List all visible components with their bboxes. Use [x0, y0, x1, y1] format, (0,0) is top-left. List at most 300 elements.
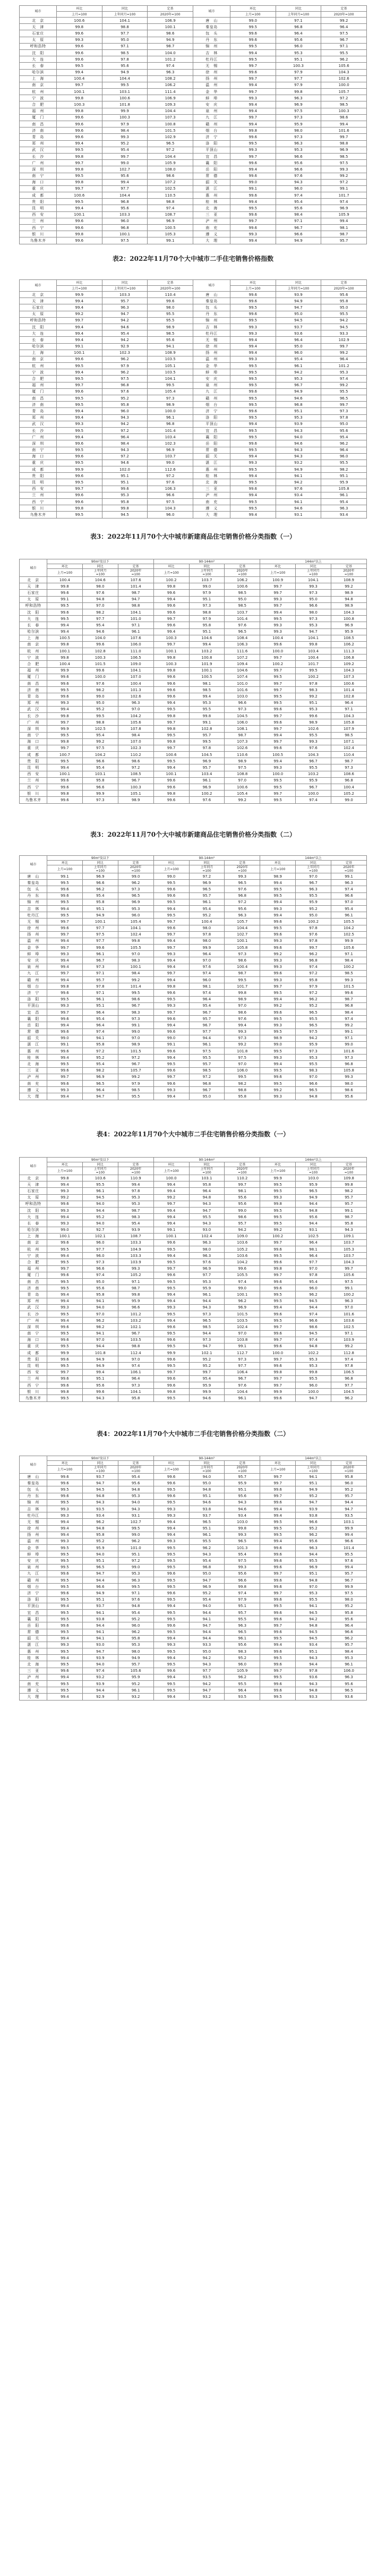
value-cell: 99.5	[47, 758, 83, 764]
value-cell: 96.1	[321, 492, 367, 498]
value-cell: 99.6	[260, 1558, 296, 1564]
value-cell: 95.3	[118, 1201, 153, 1207]
value-cell: 100.2	[153, 577, 189, 583]
value-cell: 94.5	[296, 1629, 331, 1635]
value-cell: 96.0	[148, 512, 193, 518]
table-row	[20, 1265, 367, 1272]
value-cell: 99.6	[148, 298, 193, 304]
col-yoy: 同比	[296, 564, 331, 569]
city-cell: 大 理	[20, 1093, 47, 1100]
value-cell: 99.6	[260, 1363, 296, 1369]
city-cell: 郑 州	[20, 1298, 47, 1304]
value-cell: 96.3	[296, 1545, 331, 1551]
city-cell: 杭 州	[20, 648, 47, 654]
city-cell: 武 汉	[20, 147, 57, 153]
value-cell: 96.7	[296, 758, 331, 764]
value-cell: 99.6	[260, 1486, 296, 1493]
value-cell: 99.6	[47, 1239, 83, 1246]
value-cell: 103.7	[331, 1253, 367, 1259]
col-group-144: 144m²以上	[260, 1456, 367, 1461]
value-cell: 96.5	[82, 1081, 118, 1087]
value-cell: 96.7	[189, 1087, 225, 1093]
value-cell: 99.6	[57, 388, 102, 395]
table-row	[20, 205, 367, 211]
value-cell: 94.0	[82, 1201, 118, 1207]
value-cell: 99.5	[260, 1207, 296, 1213]
col-group-90-144: 90-144m²	[153, 856, 260, 861]
value-cell: 94.0	[82, 1661, 118, 1668]
city-cell: 牡丹江	[20, 912, 47, 919]
value-cell: 98.0	[331, 1596, 367, 1603]
value-cell: 95.5	[82, 1181, 118, 1188]
table-row	[20, 440, 367, 447]
value-cell: 94.6	[276, 395, 321, 402]
table-row	[20, 49, 367, 56]
value-cell: 102.4	[331, 745, 367, 751]
value-cell: 99.8	[57, 153, 102, 159]
value-cell: 96.5	[148, 140, 193, 147]
value-cell: 99.6	[153, 1622, 189, 1629]
value-cell: 96.8	[276, 402, 321, 408]
city-cell: 金 华	[193, 89, 230, 95]
value-cell: 97.2	[118, 1055, 153, 1061]
value-cell: 99.4	[331, 1532, 367, 1538]
city-cell: 福 州	[20, 667, 47, 674]
value-cell: 95.2	[82, 1055, 118, 1061]
value-cell: 99.4	[321, 121, 367, 127]
city-cell: 蚌 埠	[193, 369, 230, 376]
value-cell: 99.4	[47, 938, 83, 944]
value-cell: 99.5	[153, 1061, 189, 1067]
value-cell: 93.2	[276, 460, 321, 466]
value-cell: 94.8	[331, 596, 367, 602]
value-cell: 96.6	[82, 758, 118, 764]
value-cell: 95.4	[118, 1220, 153, 1227]
value-cell: 99.6	[47, 1474, 83, 1480]
value-cell: 99.4	[230, 492, 276, 498]
value-cell: 98.9	[118, 797, 153, 803]
value-cell: 99.4	[260, 609, 296, 615]
value-cell: 98.4	[276, 211, 321, 218]
table-row	[20, 1279, 367, 1285]
value-cell: 96.9	[82, 873, 118, 880]
value-cell: 99.8	[225, 1525, 260, 1532]
value-cell: 99.2	[331, 1343, 367, 1349]
value-cell: 97.0	[296, 873, 331, 880]
value-cell: 99.7	[102, 153, 148, 159]
value-cell: 94.4	[296, 1220, 331, 1227]
col-lastyr-line1: 上年同月	[93, 569, 107, 573]
value-cell: 99.5	[153, 706, 189, 712]
value-cell: 99.6	[57, 473, 102, 479]
value-cell: 100.3	[82, 654, 118, 661]
value-cell: 99.6	[47, 1201, 83, 1207]
value-cell: 98.8	[118, 1343, 153, 1349]
col-lastyr-line2: =100	[96, 869, 105, 873]
value-cell: 96.2	[296, 951, 331, 957]
value-cell: 95.3	[321, 369, 367, 376]
value-cell: 95.5	[321, 460, 367, 466]
table-row	[20, 681, 367, 687]
value-cell: 101.2	[148, 56, 193, 63]
value-cell: 97.3	[331, 764, 367, 771]
value-cell: 99.5	[260, 886, 296, 892]
value-cell: 99.1	[331, 1028, 367, 1035]
value-cell: 100.1	[47, 771, 83, 777]
value-cell: 100.9	[260, 577, 296, 583]
value-cell: 94.9	[276, 388, 321, 395]
value-cell: 96.1	[225, 1395, 260, 1401]
value-cell: 99.8	[47, 712, 83, 719]
value-cell: 98.7	[331, 758, 367, 764]
city-cell: 大 连	[20, 56, 57, 63]
city-cell: 锦 州	[20, 1499, 47, 1506]
value-cell: 98.7	[331, 1214, 367, 1220]
value-cell: 98.0	[148, 304, 193, 311]
city-cell: 青 岛	[20, 693, 47, 700]
value-cell: 100.1	[82, 919, 118, 925]
table-row	[20, 1389, 367, 1395]
value-cell: 99.4	[260, 912, 296, 919]
value-cell: 99.4	[47, 1603, 83, 1609]
city-cell: 成 都	[20, 1350, 47, 1356]
value-cell: 97.4	[189, 990, 225, 996]
value-cell: 93.5	[331, 1512, 367, 1519]
value-cell: 97.4	[82, 1668, 118, 1674]
col-b2020-line2: =100	[238, 573, 247, 576]
value-cell: 99.0	[118, 1532, 153, 1538]
value-cell: 99.7	[321, 134, 367, 140]
value-cell: 98.1	[189, 681, 225, 687]
value-cell: 99.1	[331, 1285, 367, 1291]
col-lastyr	[296, 569, 331, 577]
col-b2020-line2: =100	[344, 573, 354, 576]
value-cell: 98.6	[148, 173, 193, 179]
value-cell: 104.4	[102, 75, 148, 82]
city-cell: 南 昌	[20, 395, 57, 402]
value-cell: 99.5	[47, 1596, 83, 1603]
table-row	[20, 324, 367, 330]
value-cell: 99.2	[57, 311, 102, 317]
table-row	[20, 726, 367, 732]
value-cell: 96.9	[148, 218, 193, 224]
value-cell: 99.0	[118, 1564, 153, 1570]
value-cell: 105.2	[118, 1272, 153, 1278]
city-cell: 吉 林	[20, 905, 47, 912]
table-row	[20, 919, 367, 925]
value-cell: 99.5	[260, 990, 296, 996]
value-cell: 100.3	[57, 101, 102, 108]
value-cell: 99.7	[260, 1622, 296, 1629]
table-row	[20, 343, 367, 350]
value-cell: 94.4	[331, 1499, 367, 1506]
table-row	[20, 1067, 367, 1074]
value-cell: 98.8	[102, 24, 148, 30]
col-lastyr	[189, 1466, 225, 1474]
city-cell: 青 岛	[20, 134, 57, 140]
city-cell: 牡丹江	[193, 330, 230, 337]
value-cell: 95.1	[82, 905, 118, 912]
value-cell: 104.5	[331, 1389, 367, 1395]
value-cell: 99.4	[153, 957, 189, 964]
value-cell: 104.0	[148, 49, 193, 56]
value-cell: 112.8	[331, 1350, 367, 1356]
value-cell: 104.2	[82, 752, 118, 758]
value-cell: 111.0	[118, 648, 153, 654]
value-cell: 99.8	[57, 24, 102, 30]
value-cell: 97.7	[276, 75, 321, 82]
value-cell: 96.8	[189, 1081, 225, 1087]
table-row	[20, 951, 367, 957]
value-cell: 97.8	[331, 1363, 367, 1369]
value-cell: 99.4	[321, 218, 367, 224]
col-b2020-line2: =100	[344, 869, 354, 873]
value-cell: 97.7	[82, 616, 118, 622]
value-cell: 95.4	[102, 147, 148, 153]
value-cell: 112.4	[118, 1350, 153, 1356]
value-cell: 97.7	[82, 938, 118, 944]
value-cell: 94.4	[189, 1035, 225, 1041]
city-cell: 长 春	[20, 63, 57, 69]
value-cell: 99.1	[189, 719, 225, 726]
value-cell: 99.3	[260, 622, 296, 628]
table-row	[20, 764, 367, 771]
value-cell: 95.4	[82, 1016, 118, 1022]
value-cell: 102.4	[118, 931, 153, 938]
value-cell: 99.0	[153, 873, 189, 880]
value-cell: 104.3	[331, 609, 367, 615]
city-cell: 温 州	[193, 82, 230, 88]
city-cell: 哈尔滨	[20, 69, 57, 75]
value-cell: 97.0	[296, 1265, 331, 1272]
col-lastyr-line2: =100	[308, 869, 318, 873]
value-cell: 97.4	[296, 964, 331, 970]
col-mom: 环比	[57, 280, 102, 286]
city-cell: 大 连	[20, 1214, 47, 1220]
city-cell: 上 海	[20, 635, 47, 641]
city-cell: 包 头	[20, 886, 47, 892]
value-cell: 97.2	[225, 899, 260, 905]
value-cell: 99.5	[153, 1629, 189, 1635]
city-cell: 济 宁	[193, 134, 230, 140]
value-cell: 94.2	[321, 317, 367, 324]
value-cell: 97.8	[189, 931, 225, 938]
value-cell: 99.6	[57, 49, 102, 56]
value-cell: 95.5	[321, 311, 367, 317]
value-cell: 100.3	[118, 784, 153, 790]
table-row	[20, 1622, 367, 1629]
table-row	[20, 1629, 367, 1635]
city-cell: 北 京	[20, 577, 47, 583]
value-cell: 99.5	[153, 1486, 189, 1493]
value-cell: 99.2	[225, 1041, 260, 1048]
value-cell: 96.4	[189, 1188, 225, 1194]
city-cell: 兰 州	[20, 492, 57, 498]
value-cell: 99.6	[153, 1324, 189, 1330]
city-cell: 西 安	[20, 771, 47, 777]
city-cell: 长 沙	[20, 427, 57, 433]
value-cell: 99.3	[230, 147, 276, 153]
col-b2020	[331, 865, 367, 873]
table-row	[20, 1304, 367, 1311]
value-cell: 99.5	[230, 479, 276, 486]
city-cell: 金 华	[20, 945, 47, 951]
value-cell: 99.6	[260, 1279, 296, 1285]
value-cell: 95.2	[331, 1603, 367, 1609]
table-row	[20, 1239, 367, 1246]
value-cell: 97.8	[102, 56, 148, 63]
value-cell: 99.6	[47, 1081, 83, 1087]
value-cell: 99.4	[230, 82, 276, 88]
city-cell: 锦 州	[193, 43, 230, 49]
value-cell: 94.3	[82, 1499, 118, 1506]
col-lastyr-line1: 上年同月	[93, 865, 107, 869]
value-cell: 99.5	[260, 925, 296, 931]
value-cell: 95.1	[321, 473, 367, 479]
value-cell: 99.4	[153, 1093, 189, 1100]
table-row	[20, 395, 367, 402]
value-cell: 103.7	[225, 609, 260, 615]
value-cell: 99.6	[47, 1048, 83, 1055]
value-cell: 92.9	[82, 1694, 118, 1700]
value-cell: 99.5	[47, 1648, 83, 1655]
value-cell: 95.5	[296, 1558, 331, 1564]
value-cell: 94.1	[276, 499, 321, 505]
value-cell: 99.4	[153, 1188, 189, 1194]
table-row	[20, 153, 367, 159]
value-cell: 107.9	[331, 726, 367, 732]
value-cell: 95.6	[276, 37, 321, 43]
city-cell: 上 海	[20, 350, 57, 356]
city-cell: 襄 阳	[193, 160, 230, 166]
value-cell: 103.4	[296, 648, 331, 654]
value-cell: 94.2	[189, 1655, 225, 1661]
table-row	[20, 752, 367, 758]
city-cell: 银 川	[20, 505, 57, 512]
value-cell: 96.6	[82, 784, 118, 790]
value-cell: 99.5	[153, 899, 189, 905]
value-cell: 95.6	[321, 292, 367, 298]
table-row	[20, 350, 367, 356]
value-cell: 99.6	[47, 1337, 83, 1343]
value-cell: 99.6	[260, 919, 296, 925]
col-mom: 环比	[153, 1461, 189, 1466]
value-cell: 99.4	[57, 414, 102, 421]
value-cell: 95.1	[296, 1648, 331, 1655]
value-cell: 99.6	[260, 1009, 296, 1015]
value-cell: 100.6	[57, 192, 102, 199]
value-cell: 97.6	[225, 622, 260, 628]
city-cell: 北 海	[20, 1061, 47, 1067]
value-cell: 99.6	[153, 1028, 189, 1035]
col-b2020: 2020年=100	[321, 286, 367, 292]
value-cell: 94.2	[296, 1035, 331, 1041]
table-row	[20, 1545, 367, 1551]
value-cell: 108.7	[118, 1233, 153, 1239]
city-cell: 福 州	[20, 1265, 47, 1272]
value-cell: 94.7	[189, 1622, 225, 1629]
value-cell: 96.7	[82, 957, 118, 964]
value-cell: 99.3	[230, 95, 276, 101]
value-cell: 105.7	[321, 89, 367, 95]
value-cell: 96.8	[331, 1061, 367, 1067]
value-cell: 99.9	[47, 667, 83, 674]
table-row	[20, 1681, 367, 1687]
value-cell: 95.4	[225, 1551, 260, 1558]
city-cell: 厦 门	[20, 388, 57, 395]
city-cell: 吉 林	[20, 1506, 47, 1512]
table-row	[20, 82, 367, 88]
value-cell: 99.5	[57, 376, 102, 382]
value-cell: 99.3	[47, 1087, 83, 1093]
value-cell: 96.2	[118, 1538, 153, 1544]
value-cell: 99.6	[47, 1480, 83, 1486]
value-cell: 95.1	[82, 1002, 118, 1009]
value-cell: 99.4	[260, 880, 296, 886]
city-cell: 烟 台	[20, 983, 47, 990]
city-cell: 南 充	[193, 499, 230, 505]
value-cell: 99.7	[321, 343, 367, 350]
value-cell: 95.7	[331, 1493, 367, 1499]
col-base: 定基	[118, 1162, 153, 1167]
value-cell: 97.5	[331, 1279, 367, 1285]
value-cell: 96.9	[331, 622, 367, 628]
value-cell: 102.9	[321, 337, 367, 343]
value-cell: 99.4	[153, 964, 189, 970]
value-cell: 96.7	[296, 784, 331, 790]
city-cell: 襄 阳	[20, 1616, 47, 1622]
table-row	[20, 499, 367, 505]
value-cell: 103.8	[225, 1337, 260, 1343]
value-cell: 98.0	[118, 1648, 153, 1655]
value-cell: 99.3	[47, 1220, 83, 1227]
value-cell: 98.5	[118, 1087, 153, 1093]
value-cell: 99.3	[47, 1506, 83, 1512]
value-cell: 98.7	[225, 970, 260, 976]
value-cell: 94.7	[118, 596, 153, 602]
table-row	[20, 486, 367, 492]
value-cell: 100.2	[296, 919, 331, 925]
table-row	[20, 931, 367, 938]
value-cell: 97.0	[225, 777, 260, 784]
value-cell: 95.5	[148, 311, 193, 317]
value-cell: 93.6	[331, 1694, 367, 1700]
city-cell: 南 京	[20, 82, 57, 88]
value-cell: 94.9	[276, 466, 321, 473]
value-cell: 95.9	[189, 1382, 225, 1389]
city-cell: 呼和浩特	[20, 1201, 47, 1207]
col-b2020	[331, 1167, 367, 1175]
city-cell: 湛 江	[20, 1642, 47, 1648]
value-cell: 102.7	[225, 931, 260, 938]
value-cell: 99.8	[57, 231, 102, 237]
value-cell: 96.9	[189, 784, 225, 790]
city-cell: 北 京	[20, 1175, 47, 1181]
value-cell: 99.5	[230, 24, 276, 30]
value-cell: 108.5	[118, 771, 153, 777]
value-cell: 97.8	[82, 983, 118, 990]
value-cell: 93.4	[276, 492, 321, 498]
value-cell: 97.4	[225, 1279, 260, 1285]
value-cell: 97.6	[189, 964, 225, 970]
city-cell: 杭 州	[20, 363, 57, 369]
value-cell: 99.5	[47, 1311, 83, 1317]
value-cell: 99.5	[153, 1577, 189, 1584]
value-cell: 94.1	[82, 1609, 118, 1616]
value-cell: 99.5	[153, 1330, 189, 1337]
city-cell: 湛 江	[193, 460, 230, 466]
table-row	[20, 101, 367, 108]
